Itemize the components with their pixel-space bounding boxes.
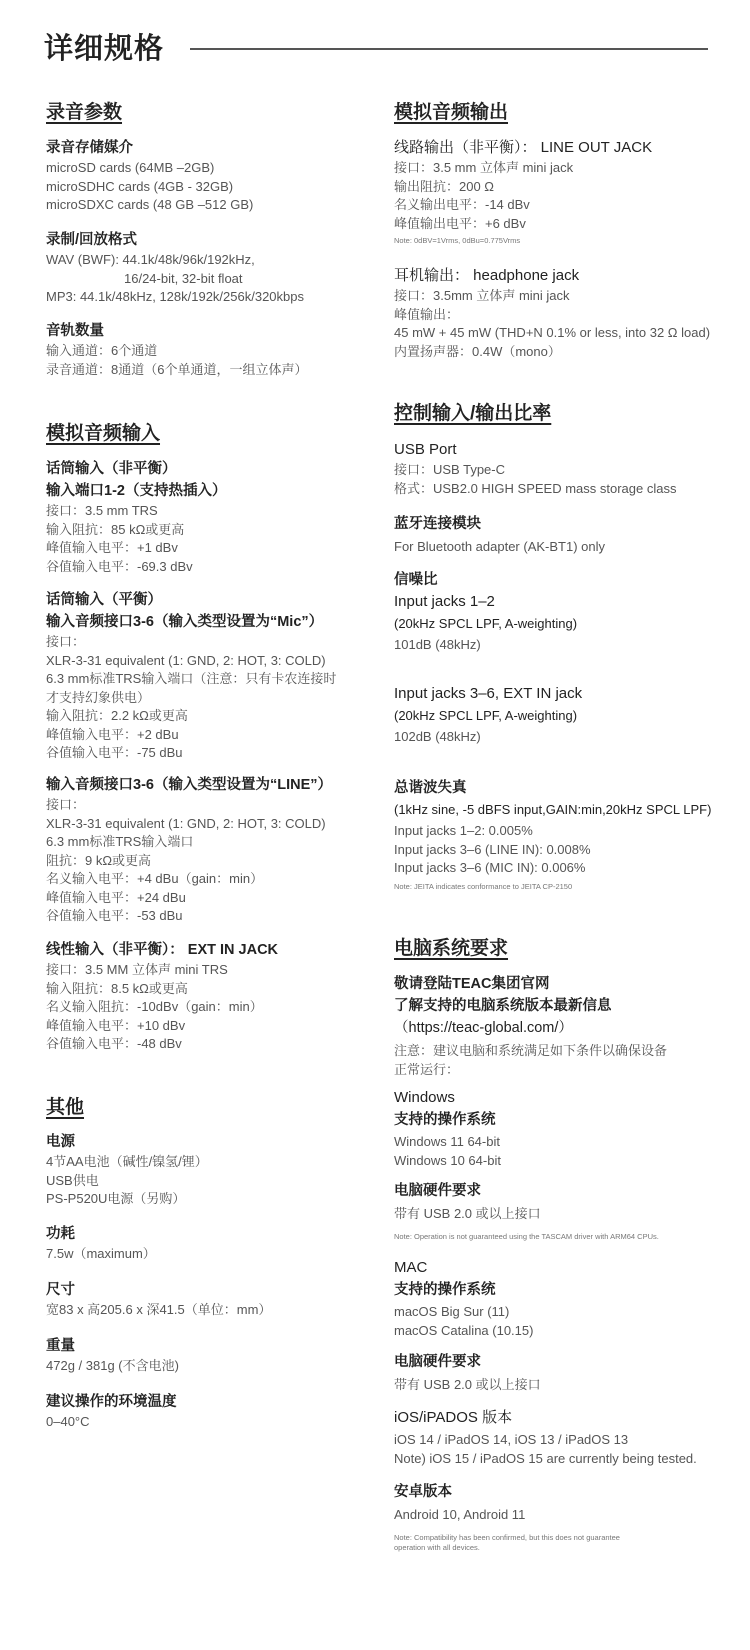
- spec-line: 峰值输入电平：+24 dBu: [46, 889, 186, 905]
- spec-heading: 蓝牙连接模块: [394, 516, 481, 532]
- spec-note: Note: Compatibility has been confirmed, but this does not guarantee: [394, 1532, 620, 1542]
- spec-heading: 话筒输入（非平衡）: [46, 461, 177, 477]
- spec-heading: 输入音频接口3-6（输入类型设置为“LINE”）: [46, 777, 332, 793]
- spec-line: 谷值输入电平：-75 dBu: [46, 745, 183, 760]
- spec-line: 472g / 381g (不含电池): [46, 1358, 179, 1373]
- spec-heading: USB Port: [394, 441, 457, 458]
- section-title-analog-output: 模拟音频输出: [394, 102, 509, 123]
- spec-line: 4节AA电池（碱性/镍氢/锂）: [46, 1154, 208, 1169]
- spec-line: 输入阻抗：85 kΩ或更高: [46, 521, 185, 537]
- spec-subheading: 支持的操作系统: [394, 1282, 496, 1298]
- spec-note: Note: 0dBV=1Vrms, 0dBu=0.775Vrms: [394, 236, 521, 245]
- spec-line: 峰值输入电平：+10 dBv: [46, 1017, 186, 1033]
- spec-line: 接口：3.5 mm 立体声 mini jack: [394, 160, 574, 175]
- spec-heading: 话筒输入（平衡）: [46, 592, 162, 608]
- spec-line: 宽83 x 高205.6 x 深41.5（单位：mm）: [46, 1302, 272, 1317]
- spec-bluetooth-module: [394, 513, 605, 557]
- spec-android-version: [394, 1481, 620, 1553]
- spec-ios-version: [394, 1407, 697, 1468]
- spec-line-out-jack: [394, 137, 652, 246]
- spec-line: Input jacks 1–2: 0.005%: [394, 823, 533, 838]
- spec-line: 格式：USB2.0 HIGH SPEED mass storage class: [394, 480, 677, 496]
- spec-condition: (20kHz SPCL LPF, A-weighting): [394, 708, 578, 723]
- spec-line: 7.5w（maximum）: [46, 1246, 156, 1261]
- spec-heading: 音轨数量: [46, 323, 104, 339]
- spec-line: macOS Catalina (10.15): [394, 1322, 534, 1338]
- spec-recording-format: [46, 229, 304, 307]
- spec-line: 45 mW + 45 mW (THD+N 0.1% or less, into 32 Ω load): [394, 325, 711, 340]
- spec-line: PS-P520U电源（另购）: [46, 1191, 186, 1206]
- spec-snr-jacks-3-6: [394, 683, 582, 747]
- spec-line: 才支持幻象供电）: [46, 689, 151, 705]
- spec-line: 16/24-bit, 32-bit float: [124, 270, 243, 286]
- spec-line: MP3: 44.1k/48kHz, 128k/192k/256k/320kbps: [46, 289, 304, 304]
- spec-value: 101dB (48kHz): [394, 637, 481, 652]
- spec-weight: [46, 1335, 179, 1376]
- spec-snr: [394, 569, 577, 655]
- spec-heading: 了解支持的电脑系统版本最新信息: [394, 998, 612, 1014]
- spec-recording-media: [46, 137, 253, 215]
- spec-line: 6.3 mm标准TRS输入端口（注意：只有卡农连接时: [46, 671, 337, 686]
- spec-operating-temperature: [46, 1391, 177, 1432]
- spec-note: operation with all devices.: [394, 1542, 480, 1552]
- spec-line: 峰值输出电平：+6 dBv: [394, 215, 526, 231]
- spec-line: 峰值输出：: [394, 306, 460, 322]
- spec-heading: 录音存储媒介: [46, 140, 133, 156]
- spec-power: [46, 1131, 208, 1209]
- title-divider: [190, 48, 708, 50]
- spec-value: 102dB (48kHz): [394, 729, 481, 744]
- spec-line: 输入阻抗：8.5 kΩ或更高: [46, 980, 188, 996]
- spec-heading: iOS/iPADOS 版本: [394, 1409, 513, 1426]
- spec-heading: 电源: [46, 1134, 75, 1150]
- spec-mac-os: [394, 1257, 533, 1340]
- spec-heading: 功耗: [46, 1226, 75, 1242]
- spec-note: Note: JEITA indicates conformance to JEITA CP-2150: [394, 881, 573, 891]
- spec-line: For Bluetooth adapter (AK-BT1) only: [394, 539, 605, 554]
- spec-line: 峰值输入电平：+1 dBv: [46, 540, 178, 555]
- spec-line: macOS Big Sur (11): [394, 1304, 510, 1319]
- spec-mic-input-balanced: [46, 589, 336, 763]
- spec-line: 谷值输入电平：-69.3 dBv: [46, 558, 193, 574]
- spec-line: 录音通道：8通道（6个单通道，一组立体声）: [46, 361, 308, 377]
- spec-heading: 敬请登陆TEAC集团官网: [394, 976, 550, 992]
- spec-line: WAV (BWF): 44.1k/48k/96k/192kHz,: [46, 252, 255, 267]
- spec-line: 接口：USB Type-C: [394, 462, 506, 477]
- spec-line: XLR-3-31 equivalent (1: GND, 2: HOT, 3: COLD): [46, 652, 326, 668]
- spec-line: 谷值输入电平：-53 dBu: [46, 908, 183, 923]
- spec-line: USB供电: [46, 1172, 99, 1188]
- spec-line: 内置扬声器：0.4W（mono）: [394, 343, 561, 359]
- spec-line: Note) iOS 15 / iPadOS 15 are currently being tested.: [394, 1450, 697, 1466]
- spec-line: 阻抗：9 kΩ或更高: [46, 852, 152, 868]
- spec-line: microSD cards (64MB –2GB): [46, 160, 215, 175]
- spec-line: 接口：3.5mm 立体声 mini jack: [394, 288, 570, 303]
- spec-heading: 线路输出（非平衡）： LINE OUT JACK: [394, 139, 653, 156]
- spec-subheading: Input jacks 3–6, EXT IN jack: [394, 685, 583, 702]
- spec-note: Note: Operation is not guaranteed using the TASCAM driver with ARM64 CPUs.: [394, 1231, 659, 1241]
- spec-heading: 输入音频接口3-6（输入类型设置为“Mic”）: [46, 614, 324, 630]
- spec-headphone-jack: [394, 265, 710, 361]
- spec-subheading: Input jacks 1–2: [394, 593, 495, 610]
- spec-line: 6.3 mm标准TRS输入端口: [46, 834, 194, 849]
- spec-line: 谷值输入电平：-48 dBv: [46, 1036, 182, 1051]
- spec-mic-input-unbalanced: [46, 458, 226, 576]
- spec-ext-in-jack: [46, 939, 278, 1054]
- spec-line: 带有 USB 2.0 或以上接口: [394, 1206, 541, 1221]
- spec-line: 接口：: [46, 634, 86, 649]
- spec-heading: 耳机输出： headphone jack: [394, 267, 580, 284]
- spec-heading: 总谐波失真: [394, 780, 467, 796]
- spec-line: microSDXC cards (48 GB –512 GB): [46, 197, 254, 212]
- spec-line: 正常运行：: [394, 1061, 460, 1077]
- spec-windows-hardware: [394, 1180, 659, 1242]
- spec-windows-os: [394, 1087, 501, 1170]
- spec-line: 输入阻抗：2.2 kΩ或更高: [46, 708, 188, 723]
- spec-heading: 安卓版本: [394, 1484, 452, 1500]
- spec-subheading: 支持的操作系统: [394, 1112, 496, 1128]
- spec-heading: 信噪比: [394, 572, 438, 588]
- spec-pc-intro: [394, 973, 667, 1079]
- spec-dimensions: [46, 1279, 271, 1320]
- spec-heading: 录制/回放格式: [46, 232, 138, 248]
- teac-website-url: （https://teac-global.com/）: [394, 1020, 573, 1036]
- spec-line: 名义输入阻抗：-10dBv（gain：min）: [46, 999, 263, 1014]
- spec-line: iOS 14 / iPadOS 14, iOS 13 / iPadOS 13: [394, 1432, 629, 1447]
- spec-line: 名义输入电平：+4 dBu（gain：min）: [46, 871, 264, 886]
- spec-line: Input jacks 3–6 (LINE IN): 0.008%: [394, 841, 591, 857]
- spec-line: 输出阻抗：200 Ω: [394, 178, 495, 194]
- spec-heading: 输入端口1-2（支持热插入）: [46, 483, 227, 499]
- spec-thd: [394, 777, 711, 892]
- spec-condition: (1kHz sine, -5 dBFS input,GAIN:min,20kHz SPCL LPF): [394, 802, 712, 817]
- spec-line: 接口：3.5 mm TRS: [46, 503, 158, 518]
- spec-line: Windows 11 64-bit: [394, 1134, 500, 1149]
- spec-heading: Windows: [394, 1089, 455, 1106]
- spec-line: 峰值输入电平：+2 dBu: [46, 726, 179, 742]
- spec-usb-port: [394, 439, 676, 498]
- spec-heading: 线性输入（非平衡）： EXT IN JACK: [46, 942, 279, 958]
- section-title-analog-input: 模拟音频输入: [46, 423, 161, 444]
- spec-condition: (20kHz SPCL LPF, A-weighting): [394, 616, 578, 631]
- spec-line: 接口：: [46, 797, 86, 812]
- spec-line: 0–40°C: [46, 1414, 90, 1429]
- spec-line-input-balanced: [46, 774, 332, 926]
- section-title-recording: 录音参数: [46, 102, 123, 123]
- page-title: 详细规格: [44, 33, 165, 65]
- spec-power-consumption: [46, 1223, 156, 1264]
- spec-line: 名义输出电平：-14 dBv: [394, 197, 530, 212]
- spec-line: Windows 10 64-bit: [394, 1152, 501, 1168]
- spec-heading: 电脑硬件要求: [394, 1183, 481, 1199]
- section-title-other: 其他: [46, 1097, 85, 1118]
- spec-heading: 建议操作的环境温度: [46, 1394, 177, 1410]
- spec-line: 接口：3.5 MM 立体声 mini TRS: [46, 962, 228, 977]
- spec-track-count: [46, 320, 307, 379]
- spec-heading: 尺寸: [46, 1282, 75, 1298]
- spec-heading: MAC: [394, 1259, 428, 1276]
- spec-line: XLR-3-31 equivalent (1: GND, 2: HOT, 3: COLD): [46, 815, 326, 831]
- spec-line: Android 10, Android 11: [394, 1507, 526, 1522]
- spec-line: 输入通道：6个通道: [46, 343, 158, 358]
- spec-heading: 电脑硬件要求: [394, 1354, 481, 1370]
- spec-mac-hardware: [394, 1351, 541, 1395]
- spec-line: microSDHC cards (4GB - 32GB): [46, 178, 234, 194]
- spec-line: 带有 USB 2.0 或以上接口: [394, 1377, 541, 1392]
- spec-line: 注意：建议电脑和系统满足如下条件以确保设备: [394, 1043, 668, 1058]
- spec-line: Input jacks 3–6 (MIC IN): 0.006%: [394, 860, 586, 875]
- section-title-pc-requirements: 电脑系统要求: [394, 938, 509, 959]
- spec-heading: 重量: [46, 1338, 75, 1354]
- section-title-control-io: 控制输入/输出比率: [394, 403, 552, 424]
